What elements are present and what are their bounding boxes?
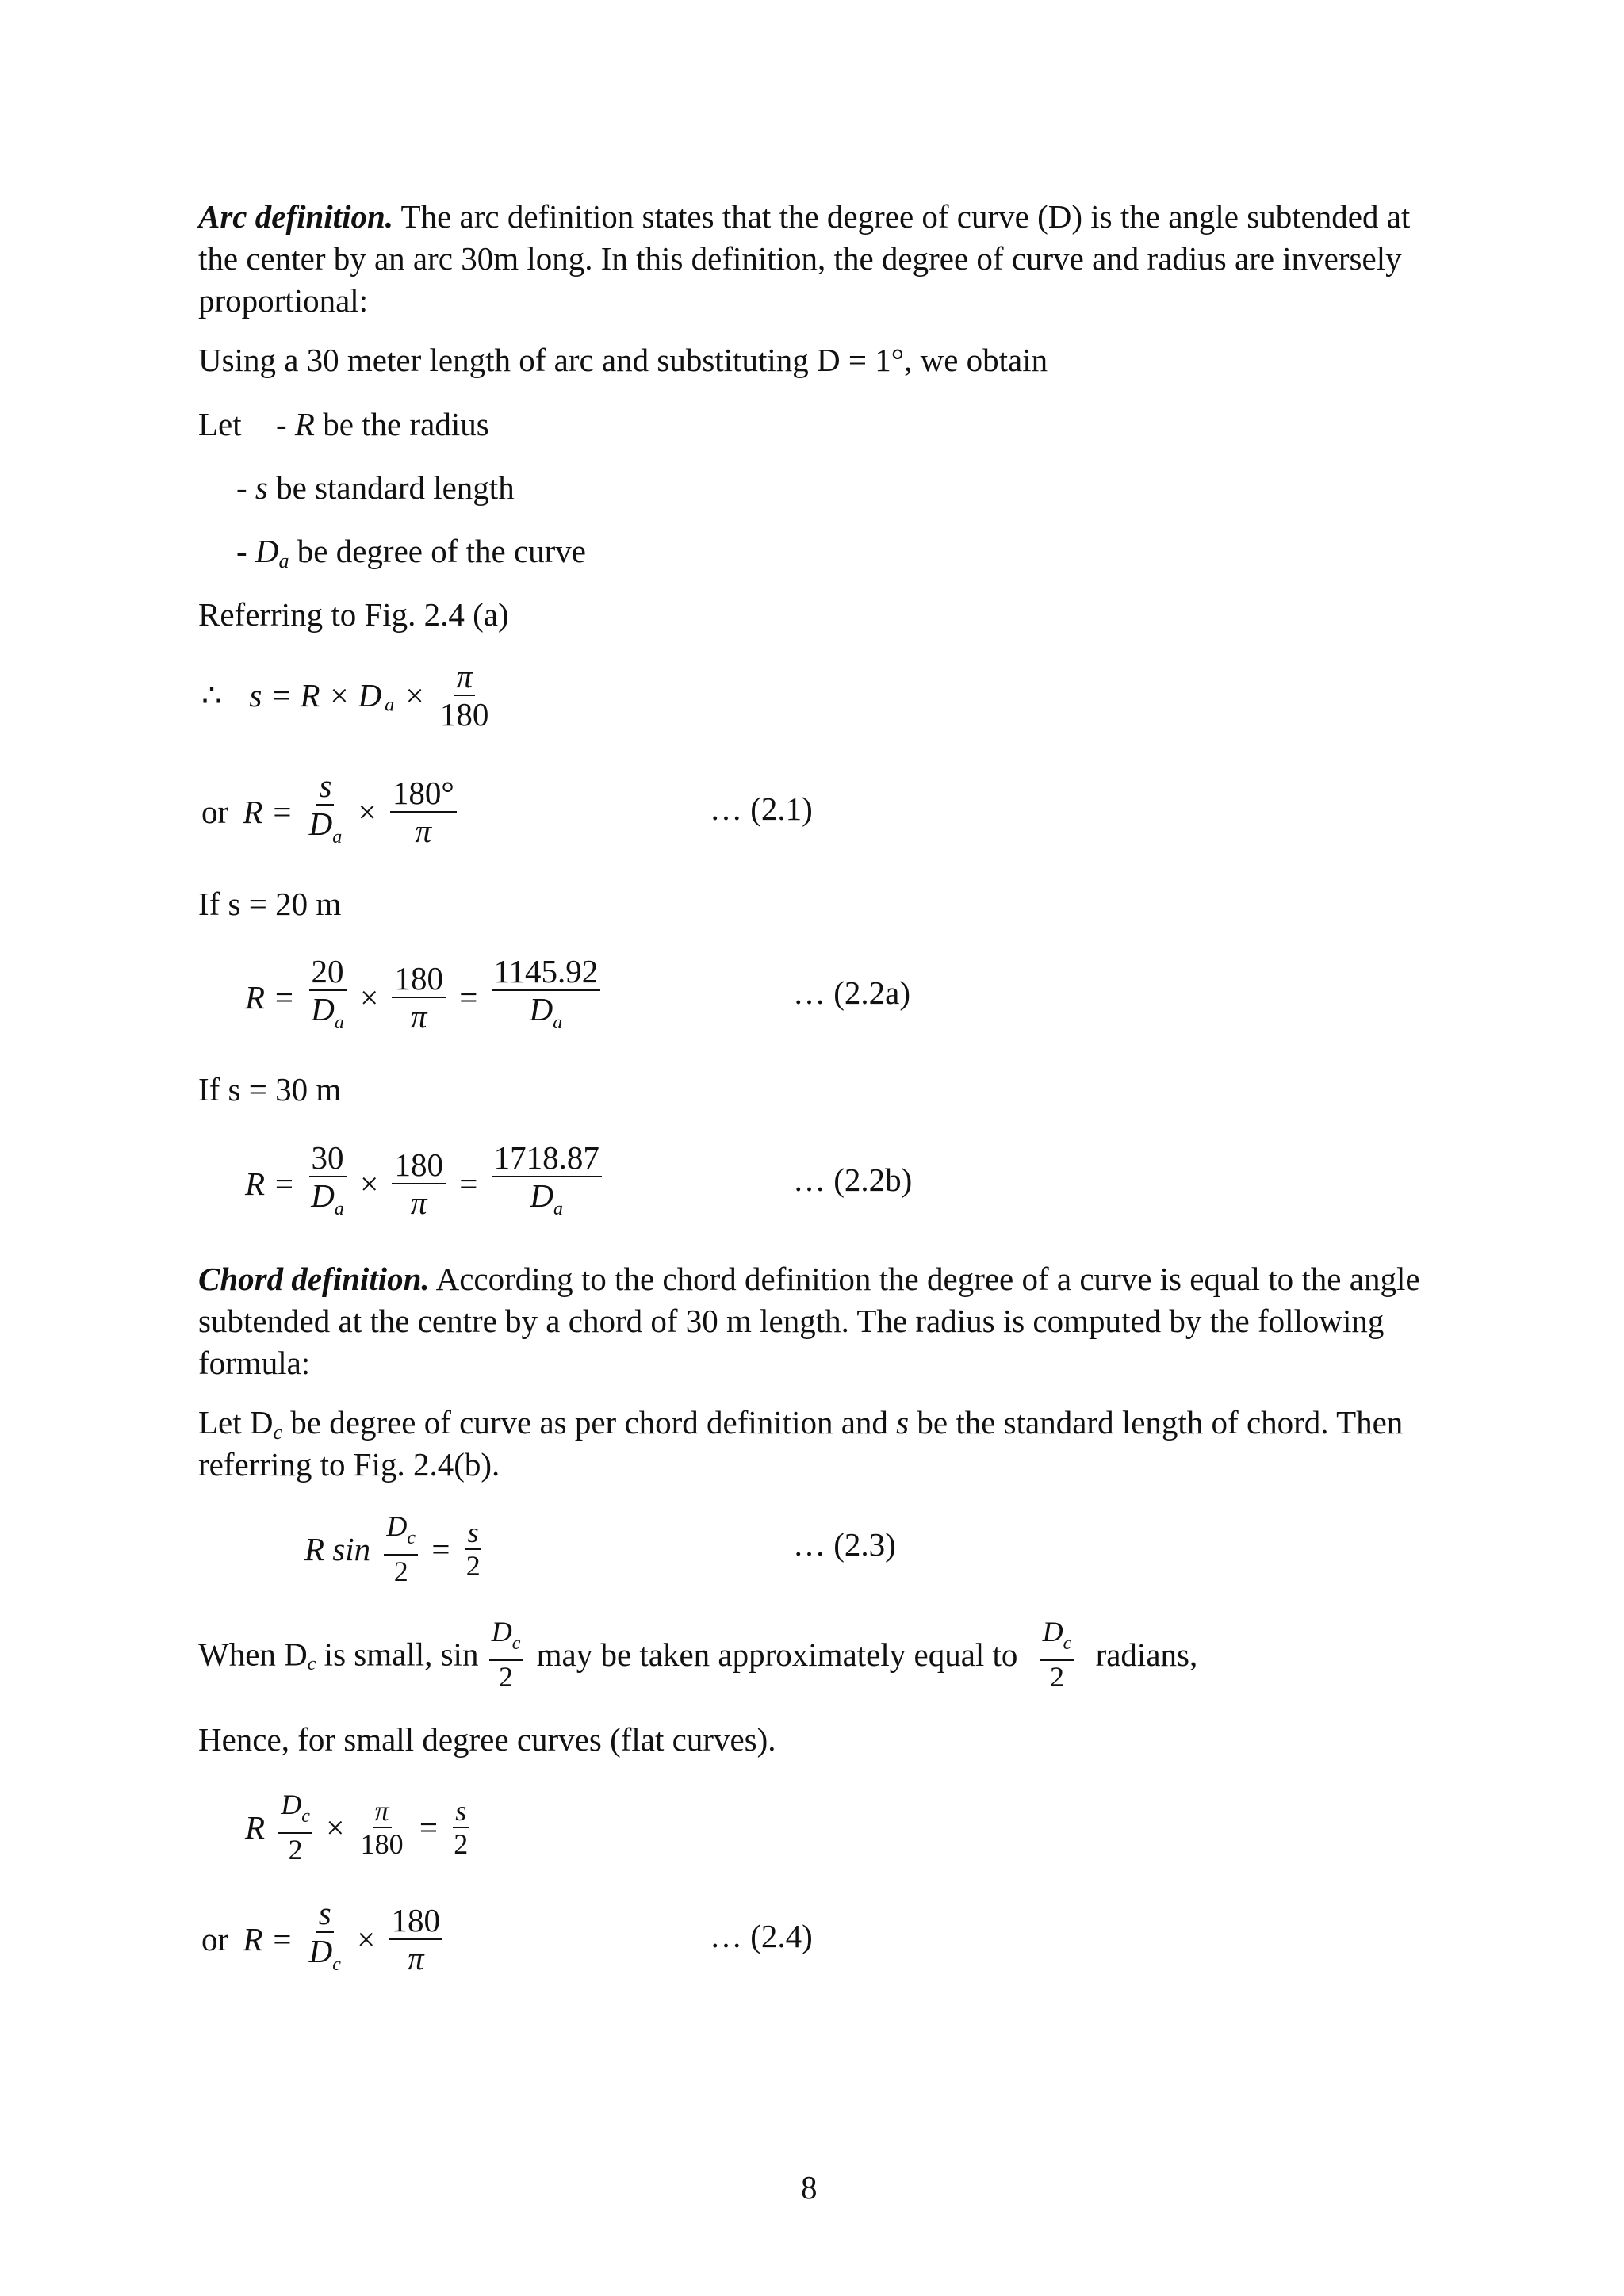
let-item-standard-length: - s be standard length bbox=[236, 469, 515, 506]
equation-label-2-3: … (2.3) bbox=[793, 1526, 896, 1563]
equation-2-4: or R = $\frac{s}{D_c}$ × $\frac{180}{\pi}$ bbox=[198, 1895, 445, 1983]
equation-label-2-4: … (2.4) bbox=[710, 1918, 813, 1954]
when-dc-small-line: When $D_c$ is small, sin $\frac{D_c}{2}$ may be taken approximately equal to $\frac{D_c}{2}$ radians, bbox=[198, 1616, 1198, 1693]
equation-flat-curve: R $\frac{D_c}{2}$ × $\frac{\pi}{180}$ = $\frac{s}{2}$ bbox=[245, 1789, 469, 1866]
chord-definition-text: According to the chord definition the degree of a curve is equal to the angle subtended at the centre by a chord of 30 m length. The radius is computed by the following formula: bbox=[198, 1261, 1420, 1381]
equation-2-1: or R = $\frac{s}{D_a}$ × $\frac{180^\circ}{\pi}$ bbox=[198, 767, 459, 855]
equation-2-2a: R = $\frac{20}{D_a}$ × $\frac{180}{\pi}$ = $\frac{1145.92}{D_a}$ bbox=[242, 953, 603, 1041]
chord-let-paragraph: Let $D_c$ be degree of curve as per chord definition and s be the standard length of chord. Then referring to Fig. 2.4(b). bbox=[198, 1404, 1404, 1483]
equation-label-2-2a: … (2.2a) bbox=[793, 974, 911, 1011]
let-label: Let bbox=[198, 406, 242, 442]
arc-definition-paragraph bbox=[198, 196, 1435, 322]
equation-label-2-2b: … (2.2b) bbox=[793, 1161, 913, 1198]
let-item-degree: - $D_a$ be degree of the curve bbox=[236, 533, 587, 572]
var-s: s bbox=[255, 469, 268, 506]
arc-definition-text: The arc definition states that the degree of curve (D) is the angle subtended at the center by an arc 30m long. In this definition, the degree of curve and radius are inversely proportional: bbox=[198, 198, 1411, 319]
equation-2-3: R sin $\frac{D_c}{2}$ = $\frac{s}{2}$ bbox=[304, 1510, 481, 1587]
equation-arc-length: ∴ s = R × D $_a$ × $\frac{\pi}{180}$ bbox=[201, 658, 489, 733]
referring-fig-a: Referring to Fig. 2.4 (a) bbox=[198, 596, 509, 633]
equation-label-2-1: … (2.1) bbox=[710, 790, 813, 827]
if-s-30: If s = 30 m bbox=[198, 1071, 342, 1108]
equation-2-2b: R = $\frac{30}{D_a}$ × $\frac{180}{\pi}$ = $\frac{1718.87}{D_a}$ bbox=[242, 1139, 604, 1227]
arc-definition-heading: Arc definition. bbox=[198, 198, 394, 235]
chord-definition-heading: Chord definition. bbox=[198, 1261, 430, 1297]
chord-definition-paragraph bbox=[198, 1258, 1435, 1384]
page-number: 8 bbox=[801, 2169, 818, 2206]
var-r: R bbox=[294, 406, 315, 442]
var-d: D bbox=[255, 533, 279, 569]
if-s-20: If s = 20 m bbox=[198, 886, 342, 922]
let-item-radius: - R be the radius bbox=[276, 406, 489, 442]
arc-using-line: Using a 30 meter length of arc and substituting D = 1°, we obtain bbox=[198, 342, 1048, 378]
hence-line: Hence, for small degree curves (flat curves). bbox=[198, 1721, 776, 1758]
